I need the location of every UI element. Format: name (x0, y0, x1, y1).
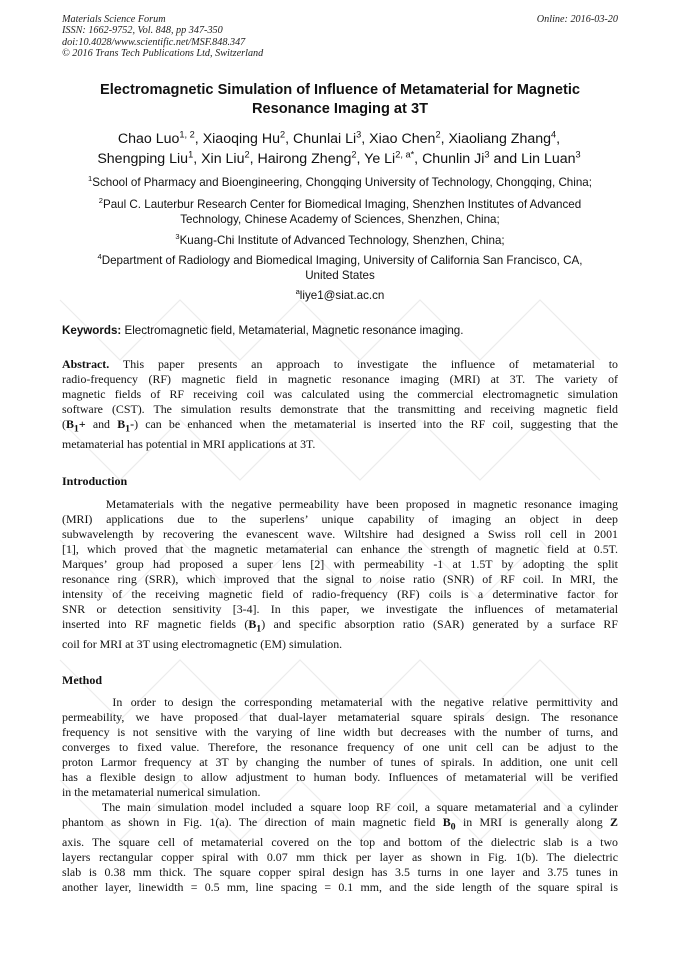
author-sup: 2 (351, 149, 357, 160)
intro-line (62, 617, 618, 636)
affiliation-sup: 1 (88, 174, 93, 184)
method-text: phantom as shown in Fig. 1(a). The direction of main magnetic field (62, 815, 443, 830)
abstract-line: magnetic fields of RF receiving coil was calculated using the commercial electromagnetic simulation (62, 387, 618, 402)
copyright-line: © 2016 Trans Tech Publications Ltd, Switzerland (62, 48, 264, 60)
method-line: converges to fixed value. Therefore, the resonance frequency of one unit cell can be adjust to the (62, 740, 618, 755)
abstract-line: software (CST). The simulation results demonstrate that the transmitting and receiving magnetic field (62, 402, 618, 417)
method-line (62, 815, 618, 834)
abstract-line (62, 357, 618, 372)
author-sup: 2 (280, 129, 286, 140)
abstract (62, 357, 618, 452)
intro-line: coil for MRI at 3T using electromagnetic (EM) simulation. (62, 636, 343, 651)
abstract-line: metamaterial has potential in MRI applications at 3T. (62, 436, 316, 451)
section-heading-method: Method (62, 673, 102, 687)
intro-line: resonance ring (SRR), which improved that the signal to noise ratio (SNR) of RF coil. In MRI, the (62, 572, 618, 587)
b1-plus (65, 417, 86, 435)
title-line: Resonance Imaging at 3T (252, 101, 428, 117)
method-line: layers rectangular copper spiral with 0.07 mm thick per layer as shown in Fig. 1(b). The dielectric (62, 849, 618, 864)
method-body (62, 695, 618, 895)
author-sup: 2, a* (395, 149, 415, 160)
author-name: Shengping Liu (97, 151, 189, 167)
author-line-2: Shengping Liu$^1$, Xin Liu$^2$, Hairong Zheng$^2$, Ye $Li^{2, a*}$, Chunlin Ji$^3$ and Lin Luan$^3$ (97, 149, 581, 167)
author-sup: 2 (244, 149, 250, 160)
author-sup: 3 (484, 149, 490, 160)
journal-name: Materials Science Forum (62, 14, 166, 25)
affiliation-text: Kuang-Chi Institute of Advanced Technology, Shenzhen, China; (179, 234, 505, 247)
symbol-b: B (248, 617, 257, 632)
section-heading-introduction: Introduction (62, 474, 128, 488)
symbol-b: B (65, 417, 74, 432)
affiliation-1 (50, 175, 630, 190)
method-line: another layer, linewidth = 0.5 mm, line spacing = 0.1 mm, and the side length of the square spiral is (62, 879, 618, 894)
author-name: Ye Li (364, 151, 396, 167)
intro-line: subwavelength by recovering the evanescent wave. Wiltshire had designed a Swiss roll cell in 2001 (62, 527, 618, 542)
intro-text: inserted into RF magnetic fields ( (62, 617, 249, 632)
author-name: Chunlin Ji (422, 151, 485, 167)
symbol-sub: 1 (125, 423, 131, 435)
keywords-text: Electromagnetic field, Metamaterial, Magnetic resonance imaging. (121, 324, 464, 337)
affiliation-2 (50, 197, 630, 227)
abstract-text: ( (62, 417, 66, 432)
corresponding-email (50, 288, 630, 303)
b1-minus (117, 417, 135, 435)
method-line: permeability, we have proposed that dual-layer metamaterial square spirals design. The resonance (62, 710, 618, 725)
intro-text: ) and specific absorption ratio (SAR) generated by a surface RF (261, 617, 618, 632)
author-name: Xiao Chen (369, 131, 436, 147)
keywords-label: Keywords: (62, 324, 122, 337)
affiliation-sup: 2 (98, 196, 103, 206)
method-line: has a flexible design to allow adjustment to human body. Influences of metamaterial will be verified (62, 770, 618, 785)
abstract-text: and (85, 417, 118, 432)
doi-line: doi:10.4028/www.scientific.net/MSF.848.347 (62, 36, 246, 48)
online-date: Online: 2016-03-20 (536, 14, 618, 25)
method-line: The main simulation model included a square loop RF coil, a square metamaterial and a cylinder (62, 800, 618, 815)
method-line: slab is 0.38 mm thick. The square copper spiral design has 3.5 turns in one layer and 3.75 tunes in (62, 864, 618, 879)
author-sup: 4 (551, 129, 557, 140)
intro-line: Marques’ group had proposed a super lens [2] with permeability -1 at 1.5T by adopting the split (62, 557, 618, 572)
method-line: proton Larmor frequency at 3T by changing the number of tunes of spirals. In addition, one unit cell (62, 755, 618, 770)
b1-symbol (248, 617, 262, 635)
issn-line: ISSN: 1662-9752, Vol. 848, pp 347-350 (62, 25, 223, 37)
affiliation-sup: 4 (97, 252, 102, 262)
author-name: Xiaoqing Hu (202, 131, 280, 147)
intro-line: SNR or detection sensitivity [3-4]. In this paper, we investigate the influences of metamaterial (62, 602, 618, 617)
symbol-sign: + (78, 417, 86, 432)
b0-symbol (442, 815, 456, 833)
introduction-body (62, 497, 618, 652)
author-list (40, 129, 638, 169)
affiliation-text: Paul C. Lauterbur Research Center for Biomedical Imaging, Shenzhen Institutes of Advanced (103, 198, 582, 211)
method-line: axis. The square cell of metamaterial covered on the top and bottom of the dielectric slab is a two (62, 834, 618, 849)
affiliation-3 (50, 233, 630, 248)
author-name: Xiaoliang Zhang (448, 131, 552, 147)
intro-line: (MRI) applications due to the superlens’ unique capability of imaging an object in deep (62, 512, 618, 527)
intro-line: intensity of the receiving magnetic field of radio-frequency (RF) coils is a determinative factor for (62, 587, 618, 602)
affiliation-text: Technology, Chinese Academy of Sciences, Shenzhen, China; (180, 213, 500, 227)
method-line: frequency is not sensitive with the varying of line width but decreases with the number of turns, and (62, 725, 618, 740)
journal-header (62, 14, 618, 60)
author-name: Chunlai Li (293, 131, 357, 147)
symbol-sign: - (130, 417, 135, 432)
method-text: in MRI is generally along (455, 815, 611, 830)
intro-line: [1], which proved that the magnetic metamaterial can enhance the strength of magnetic field at 0.5T. (62, 542, 618, 557)
symbol-sub: 0 (450, 821, 456, 833)
author-sup: 3 (356, 129, 362, 140)
title-line: Electromagnetic Simulation of Influence of Metamaterial for Magnetic (99, 82, 581, 98)
email-sup: a (295, 287, 300, 297)
abstract-line (62, 417, 618, 436)
abstract-line: radio-frequency (RF) magnetic field in magnetic resonance imaging (MRI) at 3T. The variety of (62, 372, 618, 387)
author-sup: 1, 2 (179, 129, 195, 140)
author-sup: 3 (575, 149, 581, 160)
abstract-text: ) can be enhanced when the metamaterial is inserted into the RF coil, suggesting that the (134, 417, 619, 432)
symbol-b: B (117, 417, 126, 432)
keywords (62, 323, 618, 338)
intro-line: Metamaterials with the negative permeability have been proposed in magnetic resonance imaging (62, 497, 618, 511)
abstract-text: This paper presents an approach to investigate the influence of metamaterial to (109, 357, 618, 371)
paper-title (62, 81, 618, 119)
z-axis-symbol: Z (610, 815, 618, 830)
author-name: Chao Luo (117, 131, 180, 147)
affiliation-sup: 3 (175, 232, 180, 242)
author-name: Xin Liu (201, 151, 245, 167)
affiliation-text: United States (305, 269, 375, 283)
author-name: Lin Luan (521, 151, 576, 167)
author-name: Hairong Zheng (257, 151, 352, 167)
author-sup: 2 (435, 129, 441, 140)
author-line-1: Chao Luo$^{1, 2}$, Xiaoqing Hu$^2$, Chunlai Li$^3$, Xiao Chen$^2$, Xiaoliang Zhang$^4$, (117, 129, 561, 147)
author-sup: 1 (188, 149, 194, 160)
symbol-sub: 1 (73, 423, 79, 435)
method-line: in the metamaterial numerical simulation. (62, 785, 261, 800)
symbol-sub: 1 (256, 623, 262, 635)
affiliation-4 (50, 253, 630, 283)
affiliation-text: School of Pharmacy and Bioengineering, Chongqing University of Technology, Chongqing, China; (92, 176, 592, 189)
method-line: In order to design the corresponding metamaterial with the negative relative permittivity and (62, 695, 618, 709)
abstract-label: Abstract. (62, 357, 110, 371)
symbol-b: B (442, 815, 451, 830)
email-link[interactable]: liye1@siat.ac.cn (299, 289, 385, 302)
affiliation-text: Department of Radiology and Biomedical Imaging, University of California San Francisco, CA, (101, 254, 583, 267)
